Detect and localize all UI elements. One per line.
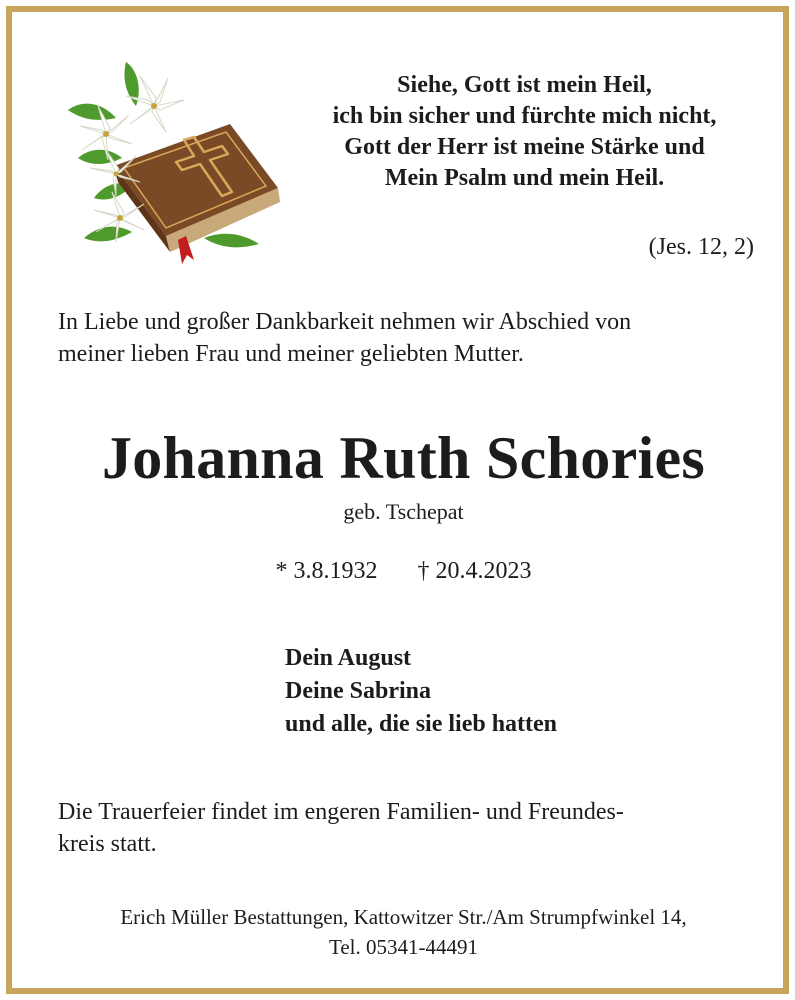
undertaker-phone: Tel. 05341-44491 (328, 935, 478, 959)
service-line: Die Trauerfeier findet im engeren Familien- und Freundes- (58, 799, 624, 825)
intro-text (58, 306, 763, 370)
undertaker-address: Erich Müller Bestattungen, Kattowitzer Str./Am Strumpfwinkel 14, (120, 905, 687, 929)
verse-line: Siehe, Gott ist mein Heil, (397, 72, 652, 98)
verse-line: Mein Psalm und mein Heil. (384, 165, 665, 191)
intro-line: In Liebe und großer Dankbarkeit nehmen wir Abschied von (58, 309, 632, 335)
life-dates (12, 556, 795, 586)
maiden-name: geb. Tschepat (343, 499, 464, 524)
death-date: † 20.4.2023 (417, 558, 532, 584)
bible-with-lilies-icon (54, 48, 284, 270)
birth-date: * 3.8.1932 (275, 558, 378, 584)
mourner: und alle, die sie lieb hatten (285, 711, 558, 737)
undertaker-info (12, 902, 795, 962)
bible-verse (282, 70, 767, 194)
service-notice (58, 796, 763, 860)
obituary-frame (6, 6, 789, 994)
verse-line: ich bin sicher und fürchte mich nicht, (332, 103, 717, 129)
mourner: Deine Sabrina (285, 678, 432, 704)
verse-line: Gott der Herr ist meine Stärke und (344, 134, 705, 160)
service-line: kreis statt. (58, 831, 157, 857)
deceased-name: Johanna Ruth Schories (101, 425, 706, 491)
mourner: Dein August (285, 645, 412, 671)
intro-line: meiner lieben Frau und meiner geliebten Mutter. (58, 341, 524, 367)
verse-reference: (Jes. 12, 2) (648, 234, 754, 260)
mourners-list (285, 642, 557, 741)
